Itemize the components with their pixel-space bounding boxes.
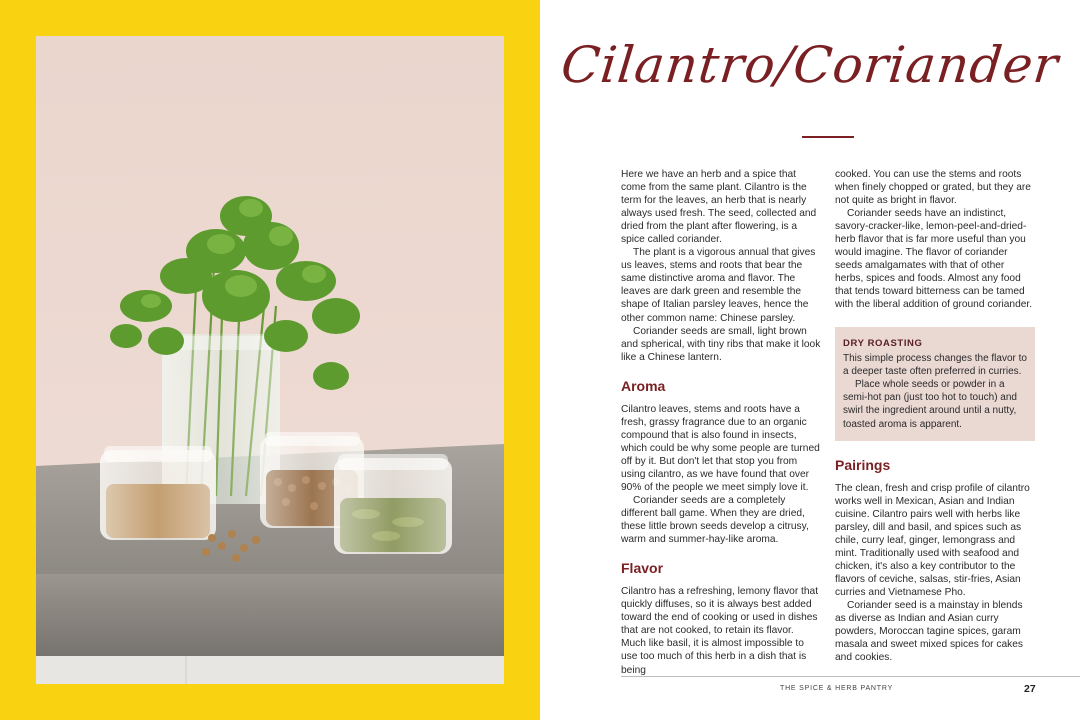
cilantro-photo xyxy=(36,36,504,684)
intro-paragraph: Here we have an herb and a spice that come from the same plant. Cilantro is the term for the leaves, an herb that is nearly always used fresh. The seed, collected and dried from the plant after flowering, is a spice called coriander. xyxy=(621,169,817,246)
flavor-paragraph-continued: cooked. You can use the stems and roots when finely chopped or grated, but they are not quite as bright in flavor. xyxy=(835,169,1031,207)
aroma-paragraph: Cilantro leaves, stems and roots have a fresh, grassy fragrance due to an organic compound that is also found in insects, which could be why some people are turned off by it. But don't let that stop you from using cilantro, as we have found that over 90% of the people we meet simply love it. xyxy=(621,403,820,493)
flavor-paragraph: Cilantro has a refreshing, lemony flavor that quickly diffuses, so it is always best added toward the end of cooking or used in dishes that are not cooked, to retain its flavor. Much like basil, it is almost impossible to use too much of this herb in a dish that is being xyxy=(621,586,819,676)
pairings-paragraph: The clean, fresh and crisp profile of cilantro works well in Mexican, Asian and Indian cuisine. Cilantro pairs well with herbs like parsley, dill and basil, and spices such as chile, curry leaf, ginger, lemongrass and mint. Traditionally used with seafood and chicken, it's also a key contributor to the flavors of ceviche, salsas, stir-fries, Asian curries and Vietnamese Pho. xyxy=(835,482,1030,599)
page-title: Cilantro/Coriander xyxy=(558,36,1062,94)
flavor-paragraph: Coriander seeds have an indistinct, savory-cracker-like, lemon-peel-and-dried-herb flavor that is far more useful than you would imagine. The flavor of coriander seeds amalgamates with that of other herbs, spices and foods. Almost any food that tends toward bitterness can be tamed with the liberal addition of ground coriander. xyxy=(835,208,1033,311)
running-title: THE SPICE & HERB PANTRY xyxy=(780,685,894,692)
right-page xyxy=(540,0,1080,720)
sidebar-paragraph: This simple process changes the flavor to a deeper taste often preferred in curries. xyxy=(843,352,1027,377)
sidebar-title: DRY ROASTING xyxy=(843,337,923,349)
pairings-paragraph: Coriander seed is a mainstay in blends as diverse as Indian and Asian curry powders, Moroccan tagine spices, garam masala and sweet mixed spices for cakes and cookies. xyxy=(835,600,1023,664)
aroma-heading: Aroma xyxy=(621,377,666,394)
left-column xyxy=(621,168,821,677)
title-divider xyxy=(802,136,854,138)
footer-divider xyxy=(621,676,1080,677)
sidebar-paragraph: Place whole seeds or powder in a semi-hot pan (just too hot to touch) and swirl the ingredient around until a nutty, toasted aroma is apparent. xyxy=(843,378,1017,430)
aroma-paragraph: Coriander seeds are a completely different ball game. When they are dried, these little brown seeds develop a citrusy, warm and summer-hay-like aroma. xyxy=(621,495,809,546)
right-column xyxy=(835,168,1035,664)
intro-paragraph: Coriander seeds are small, light brown and spherical, with tiny ribs that make it look like a Chinese lantern. xyxy=(621,325,821,363)
intro-paragraph: The plant is a vigorous annual that gives us leaves, stems and roots that bear the same distinctive aroma and flavor. The leaves are dark green and resemble the shape of Italian parsley leaves, hence the other common name: Chinese parsley. xyxy=(621,247,816,324)
page-number: 27 xyxy=(1024,683,1036,695)
dry-roasting-sidebar xyxy=(835,327,1035,441)
flavor-heading: Flavor xyxy=(621,560,664,577)
pairings-heading: Pairings xyxy=(835,456,891,473)
photo-illustration xyxy=(36,36,504,684)
